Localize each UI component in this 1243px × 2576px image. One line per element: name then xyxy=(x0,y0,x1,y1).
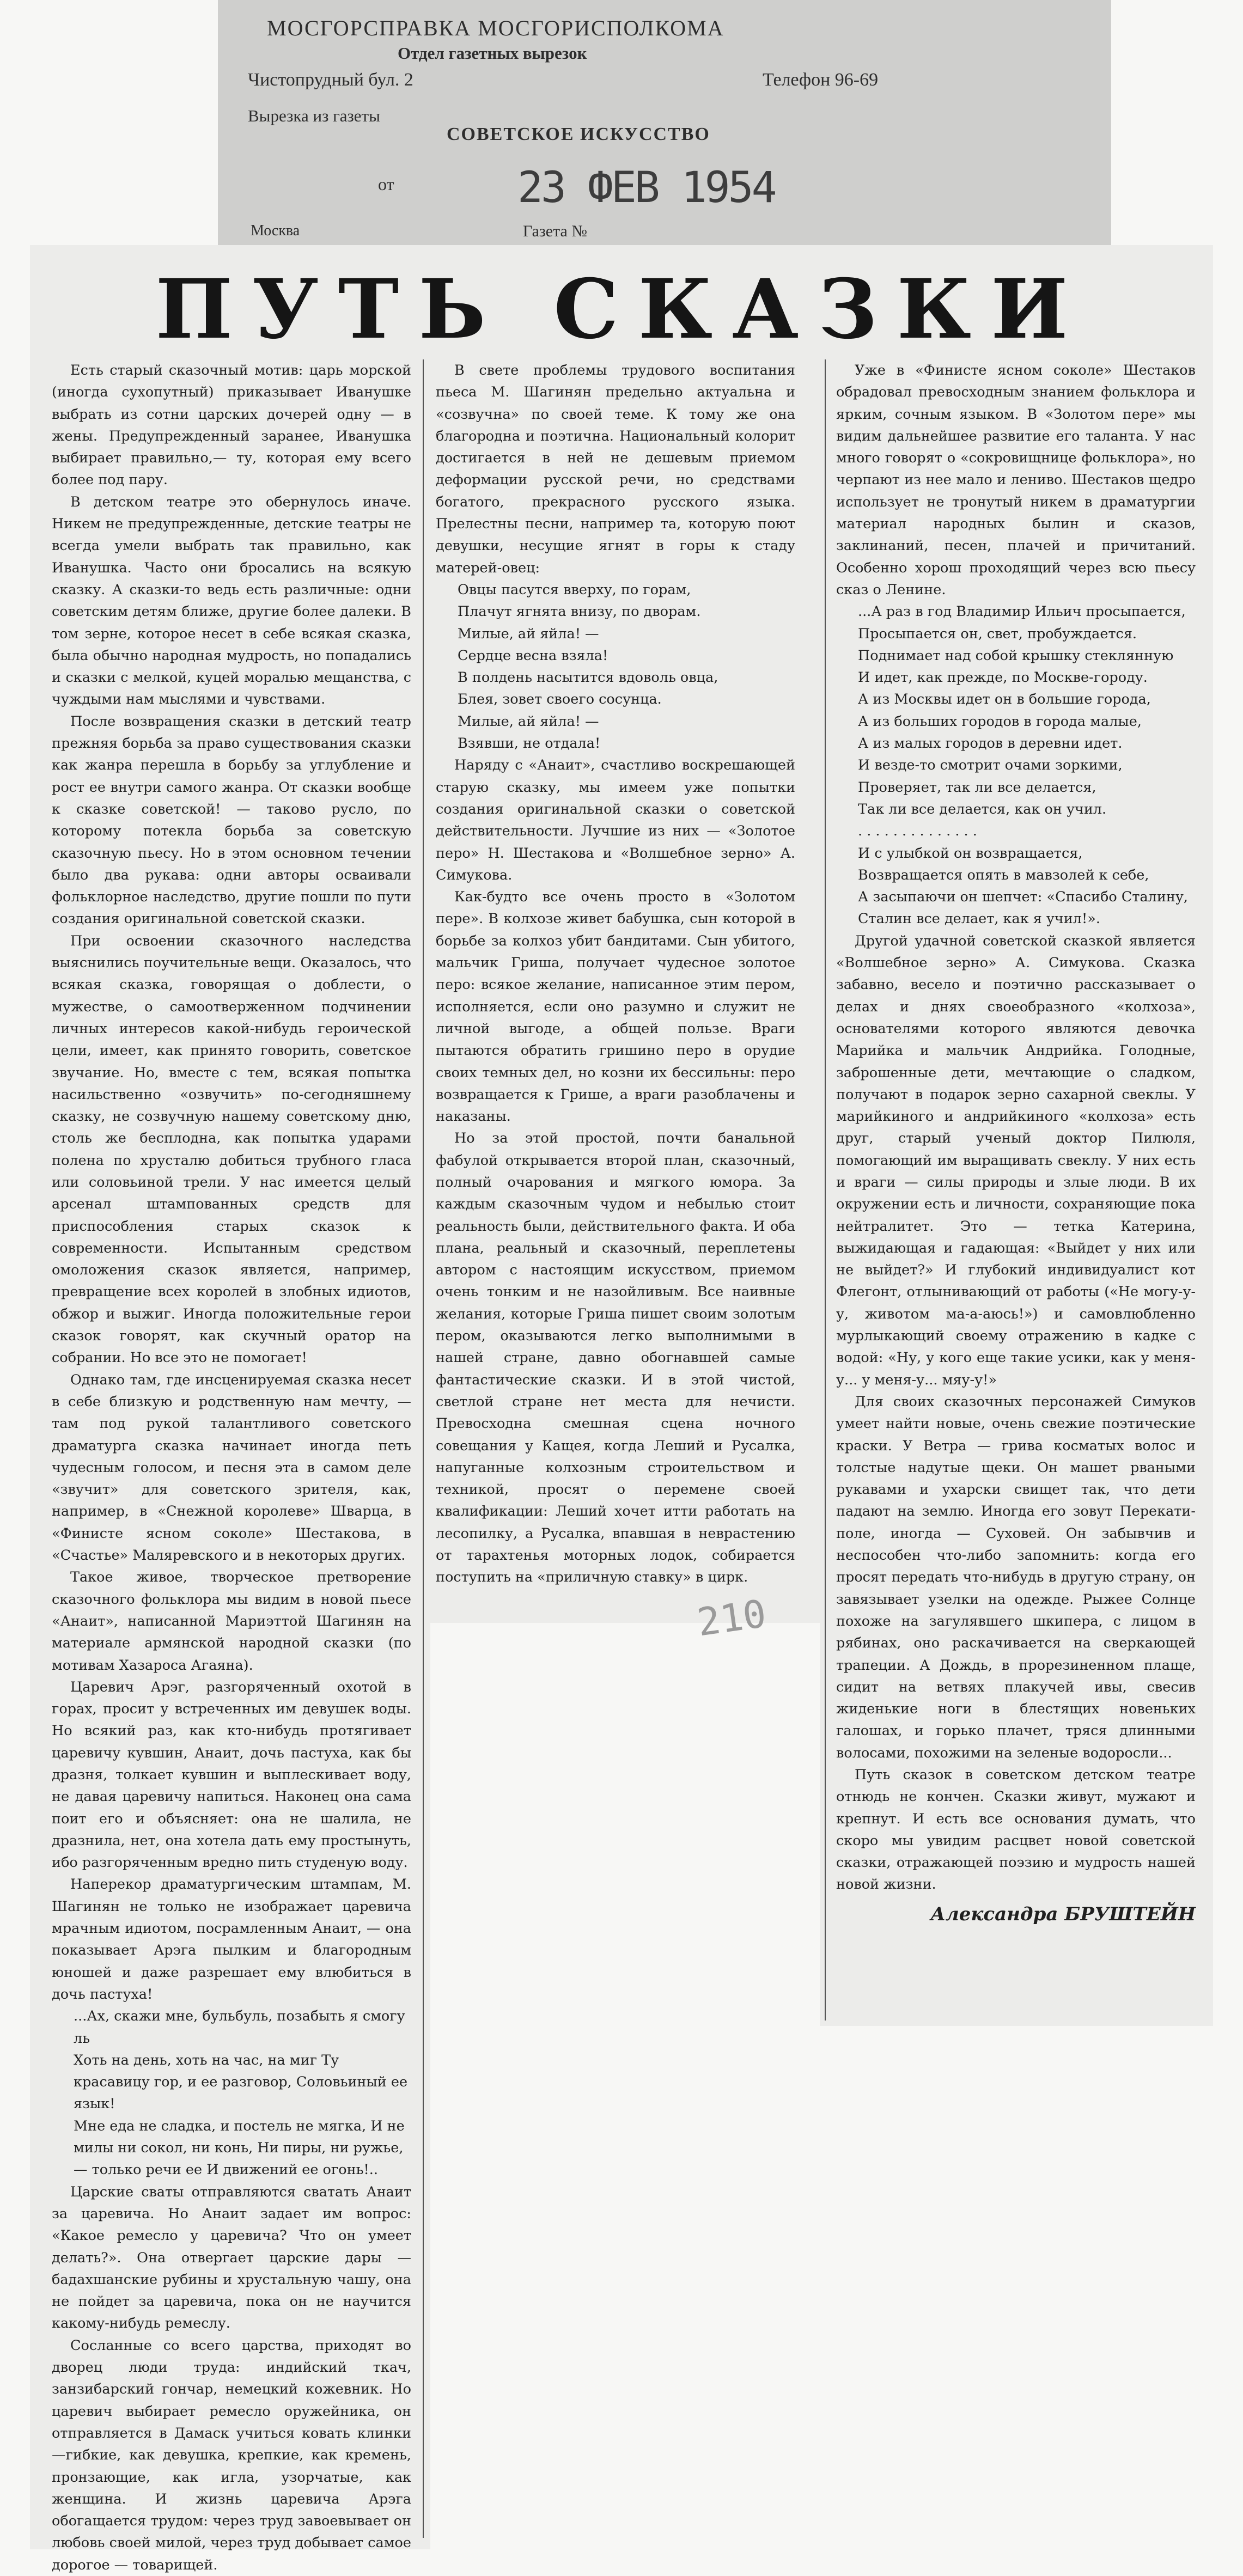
paragraph: При освоении сказочного наследства выяснились поучительные вещи. Оказалось, что всякая сказка, говорящая о доблести, о мужестве, о самоотверженном подчинении личных интересов какой-нибудь героической цели, имеет, как принято говорить, советское звучание. Но, вместе с тем, всякая попытка насильственно «озвучить» по-сегодняшнему сказку, не созвучную нашему советскому дню, столь же бесплодна, как попытка ударами полена по хрусталю добиться трубного гласа или соловьиной трели. У нас имеется целый арсенал штампованных средств для приспособления старых сказок к современности. Испытанным средством омоложения сказок является, например, превращение всех королей в злобных идиотов, обжор и выжиг. Иногда положительные герои сказок говорят, как скучный оратор на собрании. Но все это не помогает! xyxy=(52,932,411,1366)
column-rule xyxy=(423,359,424,2538)
paragraph: Так ли все делается, как он учил. xyxy=(858,801,1107,817)
paragraph: А из Москвы идет он в большие города, xyxy=(858,691,1151,708)
clipping-bureau-stamp xyxy=(218,0,1111,261)
paragraph: И с улыбкой он возвращается, xyxy=(858,845,1083,862)
paragraph: Милые, ай яйла! — xyxy=(458,713,599,730)
paragraph: В детском театре это обернулось иначе. Никем не предупрежденные, детские театры не всегда умели выбрать так правильно, как Иванушка. Часто они бросались на всякую сказку. А сказки-то ведь есть различные: одни советским детям ближе, другие более далеки. В том зерне, которое несет в себе всякая сказка, была обычно народная мудрость, но попадались и сказки с мелкой, куцей моралью мещанства, с чуждыми нам мыслями и чувствами. xyxy=(52,493,411,708)
article-column-2 xyxy=(436,359,795,1589)
paragraph: . . . . . . . . . . . . . . xyxy=(858,823,977,840)
page-number-handwritten: 210 xyxy=(694,1591,769,1645)
paragraph: Наряду с «Анаит», счастливо воскрешающей старую сказку, мы имеем уже попытки создания оригинальной сказки о советской действительности. Лучшие из них — «Золотое перо» Н. Шестакова и «Волшебное зерно» А. Симукова. xyxy=(436,757,795,883)
author-signature: Александра БРУШТЕЙН xyxy=(930,1903,1196,1925)
paragraph: После возвращения сказки в детский театр прежняя борьба за право существования сказки как жанра перешла в борьбу за углубление и рост ее внутри самого жанра. От сказки вообще к сказке советской! — таково русло, по которому потекла борьба за советскую сказочную пьесу. Но в этом основном течении было два рукава: одни авторы осваивали фольклорное наследство, другие пошли по пути создания оригинальной советской сказки. xyxy=(52,713,411,927)
stamp-address: Чистопрудный бул. 2 xyxy=(248,70,413,90)
article-title: ПУТЬ СКАЗКИ xyxy=(155,261,1088,357)
stamp-city: Москва xyxy=(251,222,300,239)
paragraph: А из больших городов в города малые, xyxy=(858,713,1142,730)
paragraph: Есть старый сказочный мотив: царь морской (иногда сухопутный) приказывает Иванушке выбрать из сотни царских дочерей одну — в жены. Предупрежденный заранее, Иванушка выбирает правильно,— ту, которая ему всего более под пару. xyxy=(52,362,411,489)
paragraph: Милые, ай яйла! — xyxy=(458,625,599,642)
paragraph: ...Ах, скажи мне, бульбуль, позабыть я смогу ль xyxy=(74,2008,405,2047)
stamp-from-label: от xyxy=(378,174,394,194)
stamp-issue-label: Газета № xyxy=(523,222,587,240)
paragraph: Царевич Арэг, разгоряченный охотой в горах, просит у встреченных им девушек воды. Но всякий раз, как кто-нибудь протягивает царевичу кувшин, Анаит, дочь пастуха, как бы дразня, толкает кувшин и выплескивает воду, не давая царевичу напиться. Наконец она сама поит его и объясняет: она не шалила, не дразнила, нет, она хотела дать ему простынуть, ибо разгоряченным вредно пить студеную воду. xyxy=(52,1678,411,1871)
paragraph: Для своих сказочных персонажей Симуков умеет найти новые, очень свежие поэтические краски. У Ветра — грива косматых волос и толстые надутые щеки. Он машет рваными рукавами и ухарски свищет так, что дети падают на землю. Иногда его зовут Перекати-поле, иногда — Суховей. Он забывчив и неспособен что-либо запомнить: когда его просят передать что-нибудь в другую страну, он завязывает узелки на одежде. Рыжее Солнце похоже на загулявшего шкипера, с лицом в рябинах, оно раскачивается на сверкающей трапеции. А Дождь, в прорезиненном плаще, сидит на ветвях плакучей ивы, свесив жиденькие ноги в блестящих новеньких галошах, и горько плачет, тряся длинными волосами, похожими на зеленые водоросли... xyxy=(836,1393,1196,1761)
paragraph: И везде-то смотрит очами зоркими, xyxy=(858,757,1123,774)
paragraph: Царские сваты отправляются сватать Анаит за царевича. Но Анаит задает им вопрос: «Какое ремесло у царевича? Что он умеет делать?». Она отвергает царские дары — бадахшанские рубины и хрустальную чашу, она не пойдет за царевича, пока он не научится какому-нибудь ремеслу. xyxy=(52,2183,411,2332)
paragraph: Плачут ягнята внизу, по дворам. xyxy=(458,603,701,620)
paragraph: Путь сказок в советском детском театре отнюдь не кончен. Сказки живут, мужают и крепнут. И есть все основания думать, что скоро мы увидим расцвет новой советской сказки, отражающей поэзию и мудрость нашей новой жизни. xyxy=(836,1767,1196,1893)
paragraph: Взявши, не отдала! xyxy=(458,735,601,752)
paragraph: Сосланные со всего царства, приходят во дворец люди труда: индийский ткач, занзибарский гончар, немецкий кожевник. Но царевич выбирает ремесло оружейника, он отправляется в Дамаск учиться ковать клинки—гибкие, как девушка, крепкие, как кремень, пронзающие, как игла, узорчатые, как женщина. И жизнь царевича Арэга обогащается трудом: через труд завоевывает он любовь своей милой, через труд добывает самое дорогое — товарищей. xyxy=(52,2337,411,2573)
stamp-dept: Отдел газетных вырезок xyxy=(398,44,587,63)
paragraph: Как-будто все очень просто в «Золотом пере». В колхозе живет бабушка, сын которой в борьбе за колхоз убит бандитами. Сын убитого, мальчик Гриша, получает чудесное золотое перо: всякое желание, написанное этим пером, исполняется, если оно разумно и служит не личной выгоде, а общей пользе. Враги пытаются обратить гришино перо в орудие своих темных дел, но козни их бессильны: перо возвращается к Грише, а враги разоблачены и наказаны. xyxy=(436,889,795,1125)
stamp-org: МОСГОРСПРАВКА МОСГОРИСПОЛКОМА xyxy=(267,16,724,40)
stamp-phone: Телефон 96-69 xyxy=(763,70,879,90)
paragraph: Просыпается он, свет, пробуждается. xyxy=(858,625,1137,642)
handwritten-date: 23 ФЕВ 1954 xyxy=(517,163,775,212)
paragraph: Возвращается опять в мавзолей к себе, xyxy=(858,866,1149,883)
paragraph: В полдень насытится вдоволь овца, xyxy=(458,669,718,686)
paragraph: Такое живое, творческое претворение сказочного фольклора мы видим в новой пьесе «Анаит», написанной Мариэттой Шагинян на материале армянской народной сказки (по мотивам Хазароса Агаяна). xyxy=(52,1569,411,1674)
paragraph: Сердце весна взяла! xyxy=(458,647,608,664)
paragraph: А засыпаючи он шепчет: «Спасибо Сталину, xyxy=(858,889,1188,906)
paragraph: Блея, зовет своего сосунца. xyxy=(458,691,662,708)
paragraph: И идет, как прежде, по Москве-городу. xyxy=(858,669,1148,686)
stamp-newspaper: СОВЕТСКОЕ ИСКУССТВО xyxy=(447,124,710,144)
paragraph: ...А раз в год Владимир Ильич просыпается, xyxy=(858,603,1186,620)
paragraph: А из малых городов в деревни идет. xyxy=(858,735,1123,752)
paragraph: Но за этой простой, почти банальной фабулой открывается второй план, сказочный, полный очарования и мягкого юмора. За каждым сказочным чудом и небылью стоит реальность были, действительного факта. И оба плана, реальный и сказочный, переплетены автором с настоящим искусством, приемом очень тонким и не назойливым. Все наивные желания, которые Гриша пишет своим золотым пером, оказываются легко выполнимыми в нашей стране, давно обогнавшей самые фантастические сказки. И в этой чистой, светлой стране нет места для нечисти. Превосходна смешная сцена ночного совещания у Кащея, когда Леший и Русалка, напуганные колхозным строительством и техникой, просят о перемене своей квалификации: Леший хочет итти работать на лесопилку, а Русалка, впавшая в неврастению от тарахтенья моторных лодок, собирается поступить на «приличную ставку» в цирк. xyxy=(436,1130,795,1586)
paragraph: Мне еда не сладка, и постель не мягка, И не милы ни сокол, ни конь, Ни пиры, ни ружье, — только речи ее И движений ее огонь!.. xyxy=(74,2117,405,2178)
paragraph: Проверяет, так ли все делается, xyxy=(858,779,1096,796)
column-rule xyxy=(825,359,826,2020)
stamp-clipping-label: Вырезка из газеты xyxy=(248,106,380,125)
article-column-3 xyxy=(836,359,1196,1925)
article-column-1 xyxy=(52,359,411,2576)
paragraph: Поднимает над собой крышку стеклянную xyxy=(858,647,1174,664)
paragraph: Сталин все делает, как я учил!». xyxy=(858,911,1100,927)
paragraph: Уже в «Финисте ясном соколе» Шестаков обрадовал превосходным знанием фольклора и ярким, сочным языком. В «Золотом пере» мы видим дальнейшее развитие его таланта. У нас много говорят о «сокровищнице фольклора», но черпают из нее мало и лениво. Шестаков щедро использует не тронутый никем в драматургии материал народных былин и сказов, заклинаний, песен, плачей и причитаний. Особенно хорош проходящий через всю пьесу сказ о Ленине. xyxy=(836,362,1196,598)
paragraph: Овцы пасутся вверху, по горам, xyxy=(458,581,691,598)
paragraph: Хоть на день, хоть на час, на миг Ту красавицу гор, и ее разговор, Соловьиный ее язык! xyxy=(74,2052,408,2113)
paragraph: Наперекор драматургическим штампам, М. Шагинян не только не изображает царевича мрачным идиотом, посрамленным Анаит, — она показывает Арэга пылким и благородным юношей и даже разрешает ему влюбиться в дочь пастуха! xyxy=(52,1876,411,2003)
paragraph: Другой удачной советской сказкой является «Волшебное зерно» А. Симукова. Сказка забавно, весело и поэтично рассказывает о делах и днях своеобразного «колхоза», основателями которого являются девочка Марийка и мальчик Андрийка. Голодные, заброшенные дети, мечтающие о сладком, получают в подарок зерно сахарной свеклы. У марийкиного и андрийкиного «колхоза» есть друг, старый ученый доктор Пилюля, помогающий им выращивать свеклу. У них есть и враги — силы природы и злые люди. В их окружении есть и личности, сохраняющие пока нейтралитет. Это — тетка Катерина, выжидающая и гадающая: «Выйдет у них или не выйдет?» И глубокий индивидуалист кот Флегонт, отлынивающий от работы («Не могу-у-у, животом ма-а-аюсь!») и самовлюбленно мурлыкающий своему отражению в кадке с водой: «Ну, у кого еще такие усики, как у меня-у... у меня-у... мяу-у!» xyxy=(836,932,1196,1388)
paragraph: В свете проблемы трудового воспитания пьеса М. Шагинян предельно актуальна и «созвучна» по своей теме. К тому же она благородна и поэтична. Национальный колорит достигается в ней не дешевым приемом деформации русской речи, но средствами богатого, прекрасного русского языка. Прелестны песни, например та, которую поют девушки, несущие ягнят в горы к стаду матерей-овец: xyxy=(436,362,795,576)
paragraph: Однако там, где инсценируемая сказка несет в себе близкую и родственную нам мечту, — там под рукой талантливого советского драматурга сказка начинает иногда петь чудесным голосом, и песня эта в самом деле «звучит» для советского зрителя, как, например, в «Снежной королеве» Шварца, в «Финисте ясном соколе» Шестакова, в «Счастье» Маляревского и в некоторых других. xyxy=(52,1371,411,1564)
